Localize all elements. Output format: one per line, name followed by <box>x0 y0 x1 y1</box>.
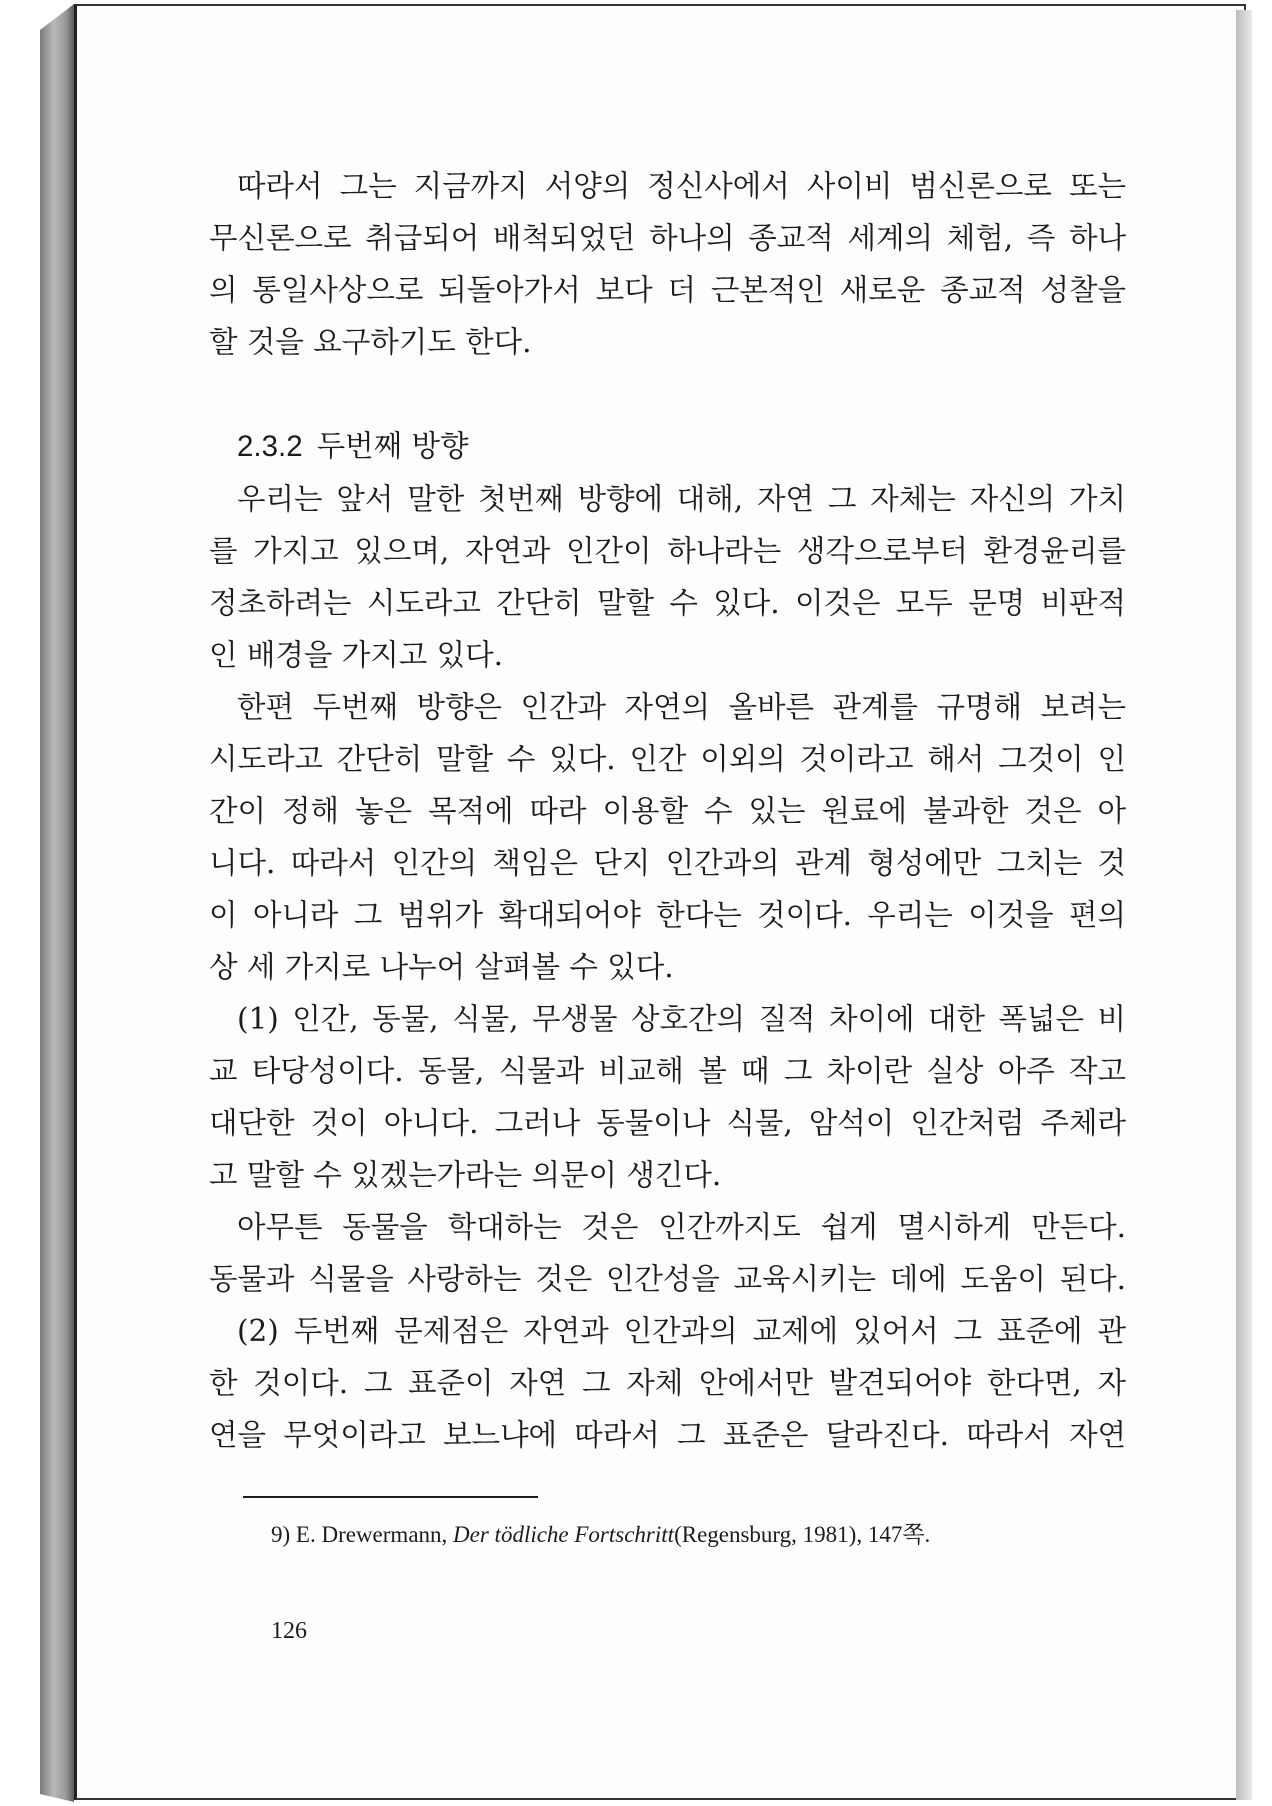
text-line: 한 것이다. 그 표준이 자연 그 자체 안에서만 발견되어야 한다면, 자 <box>209 1366 1126 1400</box>
text-line: 한편 두번째 방향은 인간과 자연의 올바른 관계를 규명해 보려는 <box>237 690 1126 724</box>
text-line: 상 세 가지로 나누어 살펴볼 수 있다. <box>209 950 674 984</box>
text-line: 의 통일사상으로 되돌아가서 보다 더 근본적인 새로운 종교적 성찰을 <box>209 273 1126 307</box>
section-number: 2.3.2 <box>237 430 303 463</box>
text-line: 이 아니라 그 범위가 확대되어야 한다는 것이다. 우리는 이것을 편의 <box>209 898 1126 932</box>
section-heading <box>237 426 469 466</box>
text-line: 교 타당성이다. 동물, 식물과 비교해 볼 때 그 차이란 실상 아주 작고 <box>209 1054 1126 1088</box>
section-title: 두번째 방향 <box>316 429 469 463</box>
text-line: 인 배경을 가지고 있다. <box>209 638 503 672</box>
book-spine <box>40 4 74 1802</box>
page-number: 126 <box>271 1618 307 1644</box>
text-line: 를 가지고 있으며, 자연과 인간이 하나라는 생각으로부터 환경윤리를 <box>209 534 1126 568</box>
footnote-divider <box>243 1496 538 1498</box>
text-line: 연을 무엇이라고 보느냐에 따라서 그 표준은 달라진다. 따라서 자연 <box>209 1418 1126 1452</box>
text-line: 고 말할 수 있겠는가라는 의문이 생긴다. <box>209 1158 722 1192</box>
text-line: (1) 인간, 동물, 식물, 무생물 상호간의 질적 차이에 대한 폭넓은 비 <box>237 1002 1126 1036</box>
footnote-author: E. Drewermann, <box>295 1522 448 1547</box>
text-line: 동물과 식물을 사랑하는 것은 인간성을 교육시키는 데에 도움이 된다. <box>209 1262 1126 1296</box>
text-line: 아무튼 동물을 학대하는 것은 인간까지도 쉽게 멸시하게 만든다. <box>237 1210 1126 1244</box>
text-line: 따라서 그는 지금까지 서양의 정신사에서 사이비 범신론으로 또는 <box>237 169 1126 203</box>
text-line: 무신론으로 취급되어 배척되었던 하나의 종교적 세계의 체험, 즉 하나 <box>209 221 1126 255</box>
text-line: 시도라고 간단히 말할 수 있다. 인간 이외의 것이라고 해서 그것이 인 <box>209 742 1126 776</box>
page-edge-shadow <box>1236 10 1252 1800</box>
footnote <box>271 1518 930 1552</box>
footnote-marker: 9) <box>271 1522 291 1547</box>
footnote-title: Der tödliche Fortschritt <box>453 1522 675 1547</box>
text-line: 간이 정해 놓은 목적에 따라 이용할 수 있는 원료에 불과한 것은 아 <box>209 794 1126 828</box>
text-line: 할 것을 요구하기도 한다. <box>209 325 532 359</box>
text-line: (2) 두번째 문제점은 자연과 인간과의 교제에 있어서 그 표준에 관 <box>237 1314 1126 1348</box>
text-line: 정초하려는 시도라고 간단히 말할 수 있다. 이것은 모두 문명 비판적 <box>209 586 1126 620</box>
footnote-details: (Regensburg, 1981), 147쪽. <box>674 1522 931 1547</box>
text-line: 우리는 앞서 말한 첫번째 방향에 대해, 자연 그 자체는 자신의 가치 <box>237 482 1126 516</box>
text-line: 대단한 것이 아니다. 그러나 동물이나 식물, 암석이 인간처럼 주체라 <box>209 1106 1126 1140</box>
text-line: 니다. 따라서 인간의 책임은 단지 인간과의 관계 형성에만 그치는 것 <box>209 846 1126 880</box>
